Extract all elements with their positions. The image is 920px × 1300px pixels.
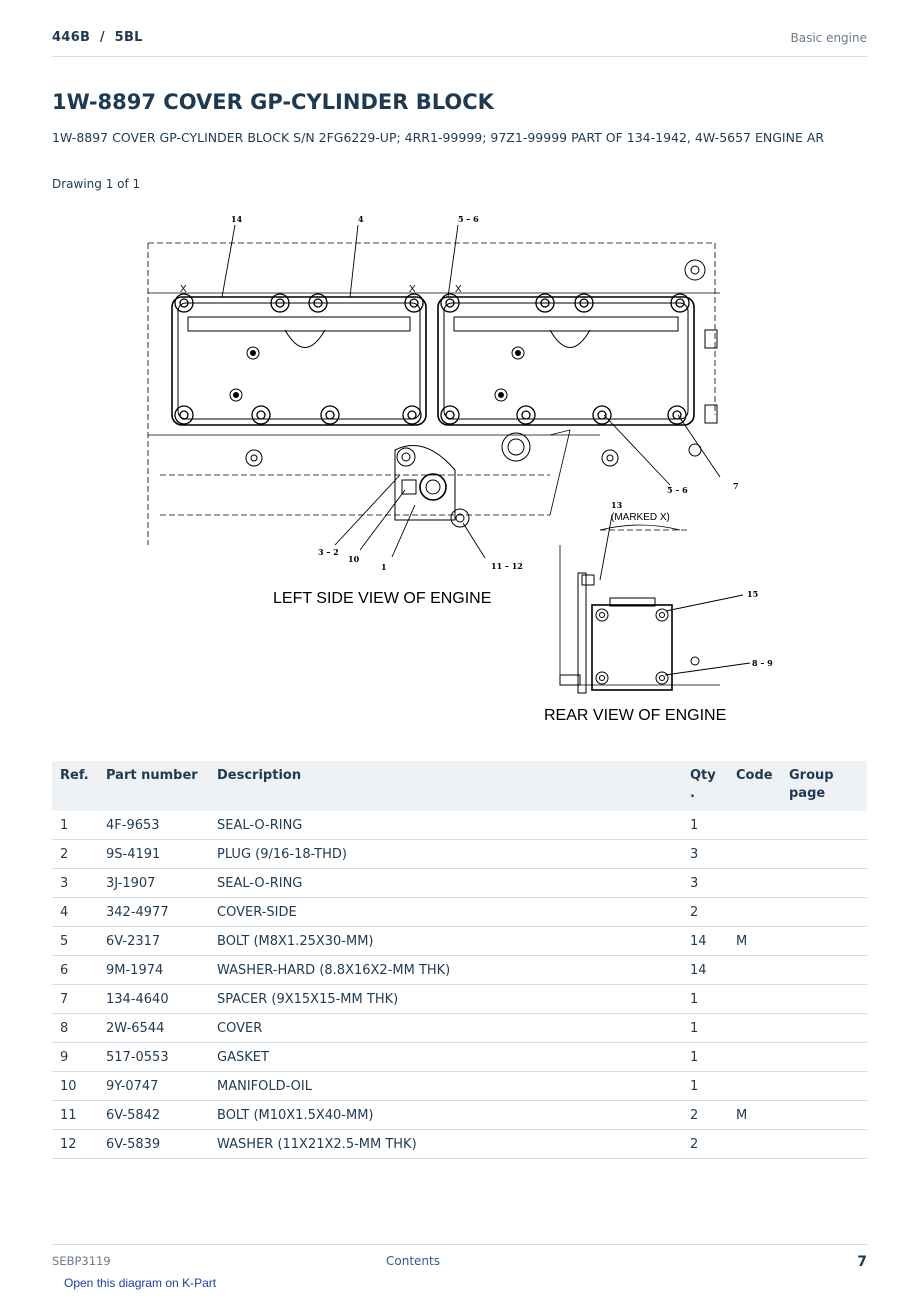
x-mark: X (455, 284, 462, 295)
cell-description: BOLT (M10X1.5X40-MM) (209, 1101, 682, 1130)
col-header-ref: Ref. (52, 761, 98, 811)
table-row (52, 1101, 867, 1130)
callout-5-6-lower: 5 – 6 (667, 485, 688, 495)
table-row (52, 840, 867, 869)
table-row (52, 1072, 867, 1101)
cell-ref: 11 (52, 1101, 98, 1130)
open-in-kpart-link[interactable]: Open this diagram on K-Part (64, 1276, 217, 1290)
cell-ref: 4 (52, 898, 98, 927)
cell-group-page (781, 1014, 867, 1043)
callout-5-6-top: 5 – 6 (458, 214, 479, 224)
cell-code (728, 811, 781, 840)
cell-part-number: 4F-9653 (98, 811, 209, 840)
callout-7: 7 (733, 481, 739, 491)
col-header-description: Description (209, 761, 682, 811)
col-header-qty: Qty . (682, 761, 728, 811)
callout-10: 10 (348, 554, 360, 564)
cell-group-page (781, 840, 867, 869)
cell-group-page (781, 1043, 867, 1072)
cell-group-page (781, 898, 867, 927)
model-label: 446B / 5BL (52, 30, 143, 45)
cell-description: SPACER (9X15X15-MM THK) (209, 985, 682, 1014)
cell-description: COVER (209, 1014, 682, 1043)
contents-link[interactable]: Contents (386, 1254, 440, 1268)
cell-group-page (781, 1130, 867, 1159)
cell-group-page (781, 1072, 867, 1101)
cell-part-number: 2W-6544 (98, 1014, 209, 1043)
table-row (52, 869, 867, 898)
table-row (52, 898, 867, 927)
cell-ref: 9 (52, 1043, 98, 1072)
rear-view-label: REAR VIEW OF ENGINE (544, 707, 727, 724)
cell-qty: 2 (682, 1130, 728, 1159)
cell-description: BOLT (M8X1.25X30-MM) (209, 927, 682, 956)
cell-ref: 7 (52, 985, 98, 1014)
table-row (52, 811, 867, 840)
cell-ref: 3 (52, 869, 98, 898)
cell-code (728, 840, 781, 869)
callout-8-9: 8 – 9 (752, 658, 773, 668)
cell-code (728, 898, 781, 927)
cell-qty: 3 (682, 840, 728, 869)
leader-lines (222, 225, 750, 675)
cell-code (728, 869, 781, 898)
callout-4: 4 (358, 214, 364, 224)
table-row (52, 1043, 867, 1072)
cell-qty: 1 (682, 1043, 728, 1072)
oil-manifold (246, 433, 618, 527)
cell-code: M (728, 927, 781, 956)
cell-qty: 1 (682, 1072, 728, 1101)
cell-group-page (781, 869, 867, 898)
callout-13: 13 (611, 500, 623, 510)
section-label: Basic engine (790, 31, 867, 45)
cell-part-number: 517-0553 (98, 1043, 209, 1072)
cell-ref: 5 (52, 927, 98, 956)
drawing-label: Drawing 1 of 1 (52, 177, 141, 191)
cell-part-number: 6V-5839 (98, 1130, 209, 1159)
callout-13-note: (MARKED X) (611, 512, 670, 523)
table-header-row (52, 761, 867, 811)
rear-view-engine (560, 525, 720, 693)
callout-14: 14 (231, 214, 243, 224)
cell-qty: 14 (682, 956, 728, 985)
side-cover-left (172, 294, 426, 425)
page-title: 1W-8897 COVER GP-CYLINDER BLOCK (52, 90, 494, 114)
table-row (52, 1014, 867, 1043)
cell-code (728, 1043, 781, 1072)
callout-11-12: 11 – 12 (491, 561, 523, 571)
cell-group-page (781, 985, 867, 1014)
cell-code (728, 1072, 781, 1101)
cell-part-number: 6V-5842 (98, 1101, 209, 1130)
cell-description: PLUG (9/16-18-THD) (209, 840, 682, 869)
cell-ref: 2 (52, 840, 98, 869)
col-header-part-number: Part number (98, 761, 209, 811)
x-mark: X (180, 284, 187, 295)
cell-description: MANIFOLD-OIL (209, 1072, 682, 1101)
cell-ref: 6 (52, 956, 98, 985)
cell-qty: 1 (682, 811, 728, 840)
cell-part-number: 6V-2317 (98, 927, 209, 956)
cell-qty: 2 (682, 898, 728, 927)
cell-ref: 1 (52, 811, 98, 840)
cell-qty: 14 (682, 927, 728, 956)
col-header-group-page: Group page (781, 761, 867, 811)
page-header (52, 28, 867, 57)
cell-code (728, 1130, 781, 1159)
table-row (52, 1130, 867, 1159)
parts-diagram (130, 205, 773, 730)
cell-part-number: 9M-1974 (98, 956, 209, 985)
cell-code (728, 985, 781, 1014)
document-id: SEBP3119 (52, 1254, 111, 1268)
x-mark: X (409, 284, 416, 295)
cell-group-page (781, 811, 867, 840)
cell-part-number: 9Y-0747 (98, 1072, 209, 1101)
cell-part-number: 134-4640 (98, 985, 209, 1014)
callout-15: 15 (747, 589, 759, 599)
cell-group-page (781, 956, 867, 985)
cell-ref: 8 (52, 1014, 98, 1043)
cell-group-page (781, 1101, 867, 1130)
page-subtitle: 1W-8897 COVER GP-CYLINDER BLOCK S/N 2FG6229-UP; 4RR1-99999; 97Z1-99999 PART OF 134-1942, 4W-5657 ENGINE AR (52, 130, 825, 145)
cell-part-number: 342-4977 (98, 898, 209, 927)
table-row (52, 985, 867, 1014)
page-number: 7 (857, 1254, 867, 1270)
cell-part-number: 3J-1907 (98, 869, 209, 898)
cell-ref: 10 (52, 1072, 98, 1101)
side-cover-right (438, 294, 694, 425)
cell-qty: 2 (682, 1101, 728, 1130)
callout-3-2: 3 – 2 (318, 547, 339, 557)
cell-qty: 1 (682, 985, 728, 1014)
cell-ref: 12 (52, 1130, 98, 1159)
cell-code: M (728, 1101, 781, 1130)
table-row (52, 927, 867, 956)
parts-table (52, 761, 867, 1159)
cell-description: SEAL-O-RING (209, 811, 682, 840)
cell-qty: 1 (682, 1014, 728, 1043)
page-footer (52, 1244, 867, 1275)
cell-description: COVER-SIDE (209, 898, 682, 927)
cell-code (728, 1014, 781, 1043)
cell-group-page (781, 927, 867, 956)
callout-1: 1 (381, 562, 387, 572)
cell-description: WASHER (11X21X2.5-MM THK) (209, 1130, 682, 1159)
cell-description: GASKET (209, 1043, 682, 1072)
cell-description: SEAL-O-RING (209, 869, 682, 898)
cell-qty: 3 (682, 869, 728, 898)
table-row (52, 956, 867, 985)
left-side-view-label: LEFT SIDE VIEW OF ENGINE (273, 590, 492, 607)
col-header-code: Code (728, 761, 781, 811)
cell-description: WASHER-HARD (8.8X16X2-MM THK) (209, 956, 682, 985)
cell-code (728, 956, 781, 985)
cell-part-number: 9S-4191 (98, 840, 209, 869)
